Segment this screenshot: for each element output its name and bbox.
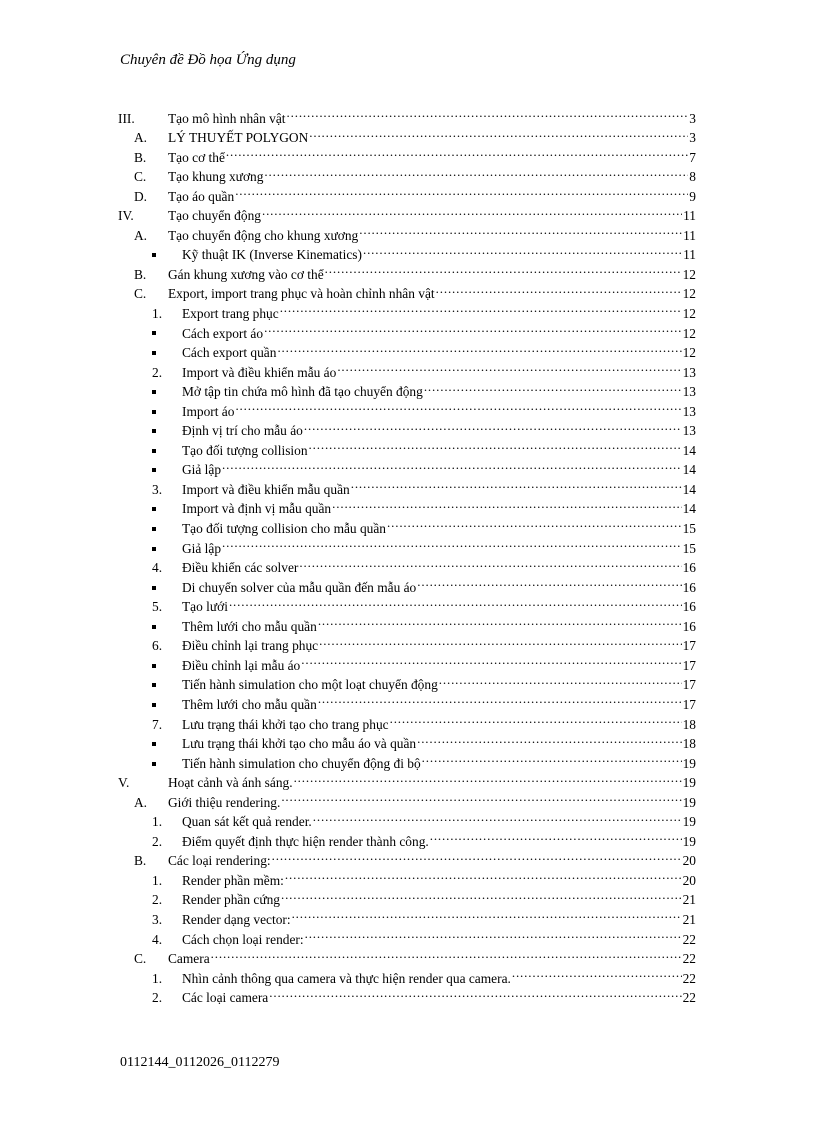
dot-leader	[439, 670, 682, 690]
bullet-icon	[118, 695, 182, 715]
toc-entry-number: 3.	[152, 481, 163, 497]
toc-entry-number: 4.	[152, 560, 163, 576]
dot-leader	[229, 592, 682, 612]
bullet-icon	[118, 519, 182, 539]
toc-entry-number: 3.	[152, 911, 163, 927]
toc-entry-page: 17	[682, 696, 696, 712]
dot-leader	[211, 944, 682, 964]
square-bullet-icon	[152, 703, 156, 707]
toc-entry-title: Tạo chuyển động	[168, 208, 261, 224]
bullet-icon	[118, 539, 182, 559]
dot-leader	[235, 181, 688, 201]
dot-leader	[512, 963, 682, 983]
toc-entry-page: 12	[682, 345, 696, 361]
toc-entry-number: 1.	[152, 970, 163, 986]
toc-entry-title: Giả lập	[182, 462, 222, 478]
toc-entry[interactable]	[118, 103, 696, 126]
toc-entry-title: Tạo cơ thể	[168, 149, 225, 165]
toc-entry-title: Camera	[168, 951, 210, 967]
toc-entry-title: Giả lập	[182, 540, 222, 556]
dot-leader	[277, 338, 681, 358]
dot-leader	[226, 142, 688, 162]
toc-entry-page: 22	[682, 990, 696, 1006]
square-bullet-icon	[152, 527, 156, 531]
bullet-icon	[118, 734, 182, 754]
square-bullet-icon	[152, 762, 156, 766]
toc-entry-number: B.	[134, 149, 147, 165]
toc-entry-page: 14	[682, 442, 696, 458]
toc-entry-page: 11	[683, 227, 696, 243]
toc-entry-number: A.	[134, 794, 148, 810]
toc-entry-title: Di chuyển solver của mẫu quần đến mẫu áo	[182, 579, 417, 595]
square-bullet-icon	[152, 742, 156, 746]
toc-entry-page: 21	[682, 911, 696, 927]
toc-entry-page: 20	[682, 872, 696, 888]
toc-entry-number: 2.	[152, 833, 163, 849]
toc-entry-number: 6.	[152, 638, 163, 654]
dot-leader	[351, 474, 682, 494]
dot-leader	[309, 435, 682, 455]
square-bullet-icon	[152, 468, 156, 472]
toc-entry-title: Tạo mô hình nhân vật	[168, 110, 286, 126]
toc-entry-title: Thêm lưới cho mẫu quần	[182, 618, 317, 634]
toc-entry-number: 2.	[152, 892, 163, 908]
toc-entry-number: 2.	[152, 364, 163, 380]
toc-entry-title: Mở tập tin chứa mô hình đã tạo chuyển động	[182, 384, 423, 400]
toc-entry-page: 11	[683, 208, 696, 224]
toc-entry-page: 18	[682, 736, 696, 752]
square-bullet-icon	[152, 410, 156, 414]
toc-entry-title: Export trang phục	[182, 306, 279, 322]
dot-leader	[264, 162, 688, 182]
dot-leader	[272, 846, 682, 866]
square-bullet-icon	[152, 547, 156, 551]
dot-leader	[430, 826, 682, 846]
toc-entry-page: 14	[682, 501, 696, 517]
square-bullet-icon	[152, 331, 156, 335]
toc-entry-page: 22	[682, 931, 696, 947]
dot-leader	[309, 123, 688, 143]
dot-leader	[305, 924, 682, 944]
toc-entry-page: 8	[689, 169, 696, 185]
dot-leader	[318, 611, 682, 631]
toc-entry-number: B.	[134, 266, 147, 282]
dot-leader	[422, 748, 682, 768]
dot-leader	[387, 513, 682, 533]
toc-entry-number: 2.	[152, 990, 163, 1006]
dot-leader	[222, 455, 682, 475]
toc-entry-title: Các loại rendering:	[168, 853, 271, 869]
bullet-icon	[118, 460, 182, 480]
toc-entry-title: Tạo chuyển động cho khung xương	[168, 227, 359, 243]
toc-entry-page: 16	[682, 618, 696, 634]
toc-entry-page: 17	[682, 657, 696, 673]
toc-entry-page: 12	[682, 325, 696, 341]
toc-entry-page: 18	[682, 716, 696, 732]
toc-entry-page: 13	[682, 364, 696, 380]
toc-entry-number: D.	[134, 188, 148, 204]
toc-entry-number: V.	[118, 775, 130, 791]
toc-entry-number: 1.	[152, 814, 163, 830]
dot-leader	[281, 885, 682, 905]
toc-entry-title: Tiến hành simulation cho chuyển động đi bộ	[182, 755, 421, 771]
toc-entry-page: 7	[689, 149, 696, 165]
toc-entry-number: C.	[134, 169, 147, 185]
toc-entry-title: Render phần cứng	[182, 892, 280, 908]
toc-entry-page: 3	[689, 110, 696, 126]
toc-entry-title: Gán khung xương vào cơ thể	[168, 266, 324, 282]
toc-entry-title: Định vị trí cho mẫu áo	[182, 423, 303, 439]
dot-leader	[222, 533, 682, 553]
bullet-icon	[118, 578, 182, 598]
toc-entry-title: Lưu trạng thái khởi tạo cho trang phục	[182, 716, 389, 732]
toc-entry-page: 22	[682, 951, 696, 967]
table-of-contents	[118, 103, 696, 1006]
square-bullet-icon	[152, 683, 156, 687]
toc-entry-page: 14	[682, 462, 696, 478]
toc-entry-number: 1.	[152, 872, 163, 888]
square-bullet-icon	[152, 586, 156, 590]
dot-leader	[301, 650, 681, 670]
dot-leader	[417, 572, 681, 592]
toc-entry-title: Quan sát kết quả render.	[182, 814, 312, 830]
toc-entry-page: 16	[682, 599, 696, 615]
toc-entry-page: 19	[682, 755, 696, 771]
dot-leader	[280, 298, 682, 318]
toc-entry-number: A.	[134, 227, 148, 243]
square-bullet-icon	[152, 507, 156, 511]
bullet-icon	[118, 675, 182, 695]
toc-entry-page: 14	[682, 481, 696, 497]
toc-entry-page: 13	[682, 384, 696, 400]
dot-leader	[325, 259, 682, 279]
bullet-icon	[118, 656, 182, 676]
bullet-icon	[118, 343, 182, 363]
dot-leader	[281, 787, 681, 807]
toc-entry-title: Giới thiệu rendering.	[168, 794, 281, 810]
toc-entry-number: 7.	[152, 716, 163, 732]
toc-entry-number: A.	[134, 130, 148, 146]
dot-leader	[332, 494, 681, 514]
bullet-icon	[118, 245, 182, 265]
toc-entry-page: 3	[689, 130, 696, 146]
bullet-icon	[118, 421, 182, 441]
bullet-icon	[118, 754, 182, 774]
dot-leader	[417, 729, 682, 749]
dot-leader	[337, 357, 681, 377]
toc-entry-title: Import và điều khiển mẫu quần	[182, 481, 350, 497]
toc-entry-page: 12	[682, 266, 696, 282]
toc-entry-title: Tạo áo quần	[168, 188, 235, 204]
bullet-icon	[118, 441, 182, 461]
toc-entry-page: 17	[682, 677, 696, 693]
toc-entry-number: 4.	[152, 931, 163, 947]
toc-entry-title: Điều chỉnh lại trang phục	[182, 638, 319, 654]
bullet-icon	[118, 402, 182, 422]
toc-entry-title: Render dạng vector:	[182, 911, 291, 927]
bullet-icon	[118, 324, 182, 344]
toc-entry-title: Tạo lưới	[182, 599, 228, 615]
toc-entry-title: Tạo đối tượng collision	[182, 442, 308, 458]
dot-leader	[285, 865, 682, 885]
toc-entry-title: Cách export quần	[182, 345, 277, 361]
toc-entry-title: Lưu trạng thái khởi tạo cho mẫu áo và quần	[182, 736, 417, 752]
dot-leader	[269, 983, 681, 1003]
square-bullet-icon	[152, 625, 156, 629]
toc-entry-number: III.	[118, 110, 135, 126]
toc-entry-title: Điều chỉnh lại mẫu áo	[182, 657, 301, 673]
toc-entry-page: 19	[682, 833, 696, 849]
bullet-icon	[118, 382, 182, 402]
toc-entry-page: 19	[682, 794, 696, 810]
toc-entry-title: Cách export áo	[182, 325, 264, 341]
dot-leader	[436, 279, 682, 299]
toc-entry-page: 17	[682, 638, 696, 654]
dot-leader	[319, 631, 682, 651]
toc-entry-title: Thêm lưới cho mẫu quần	[182, 696, 317, 712]
toc-entry-title: Tiến hành simulation cho một loạt chuyển động	[182, 677, 438, 693]
dot-leader	[313, 807, 682, 827]
dot-leader	[299, 553, 681, 573]
toc-entry-page: 20	[682, 853, 696, 869]
square-bullet-icon	[152, 390, 156, 394]
page-header: Chuyên đề Đồ họa Ứng dụng	[120, 52, 296, 68]
toc-entry-title: Kỹ thuật IK (Inverse Kinematics)	[182, 247, 362, 263]
square-bullet-icon	[152, 253, 156, 257]
bullet-icon	[118, 617, 182, 637]
dot-leader	[424, 377, 682, 397]
toc-entry-title: Các loại camera	[182, 990, 269, 1006]
toc-entry-number: C.	[134, 951, 147, 967]
toc-entry-page: 19	[682, 775, 696, 791]
toc-entry-page: 12	[682, 286, 696, 302]
toc-entry-title: Hoạt cảnh và ánh sáng.	[168, 775, 293, 791]
dot-leader	[363, 240, 682, 260]
toc-entry-page: 15	[682, 521, 696, 537]
toc-entry-title: Tạo khung xương	[168, 169, 264, 185]
dot-leader	[287, 103, 689, 123]
toc-entry-page: 13	[682, 403, 696, 419]
bullet-icon	[118, 499, 182, 519]
toc-entry-page: 13	[682, 423, 696, 439]
square-bullet-icon	[152, 449, 156, 453]
toc-entry-title: LÝ THUYẾT POLYGON	[168, 130, 309, 146]
toc-entry-number: B.	[134, 853, 147, 869]
square-bullet-icon	[152, 664, 156, 668]
dot-leader	[359, 220, 682, 240]
dot-leader	[294, 768, 682, 788]
dot-leader	[292, 904, 682, 924]
square-bullet-icon	[152, 429, 156, 433]
toc-entry-page: 21	[682, 892, 696, 908]
page-footer: 0112144_0112026_0112279	[120, 1055, 280, 1070]
dot-leader	[264, 318, 682, 338]
toc-entry-title: Điểm quyết định thực hiện render thành công.	[182, 833, 429, 849]
toc-entry-title: Render phần mềm:	[182, 872, 284, 888]
toc-entry-page: 11	[683, 247, 696, 263]
square-bullet-icon	[152, 351, 156, 355]
dot-leader	[390, 709, 682, 729]
toc-entry-page: 16	[682, 560, 696, 576]
toc-entry-page: 16	[682, 579, 696, 595]
toc-entry-title: Tạo đối tượng collision cho mẫu quần	[182, 521, 387, 537]
toc-entry-page: 15	[682, 540, 696, 556]
toc-entry-page: 22	[682, 970, 696, 986]
toc-entry-page: 9	[689, 188, 696, 204]
toc-entry-title: Export, import trang phục và hoàn chỉnh nhân vật	[168, 286, 435, 302]
toc-entry-title: Import áo	[182, 403, 235, 419]
dot-leader	[262, 201, 682, 221]
dot-leader	[318, 689, 682, 709]
toc-entry-title: Import và định vị mẫu quần	[182, 501, 332, 517]
dot-leader	[235, 396, 681, 416]
toc-entry-number: IV.	[118, 208, 134, 224]
toc-entry-title: Cách chọn loại render:	[182, 931, 304, 947]
toc-entry-page: 12	[682, 306, 696, 322]
toc-entry-title: Nhìn cảnh thông qua camera và thực hiện render qua camera.	[182, 970, 511, 986]
toc-entry-number: 1.	[152, 306, 163, 322]
toc-entry-number: 5.	[152, 599, 163, 615]
toc-entry-number: C.	[134, 286, 147, 302]
toc-entry-title: Import và điều khiển mẫu áo	[182, 364, 337, 380]
toc-entry-page: 19	[682, 814, 696, 830]
toc-entry-title: Điều khiển các solver	[182, 560, 299, 576]
dot-leader	[304, 416, 682, 436]
